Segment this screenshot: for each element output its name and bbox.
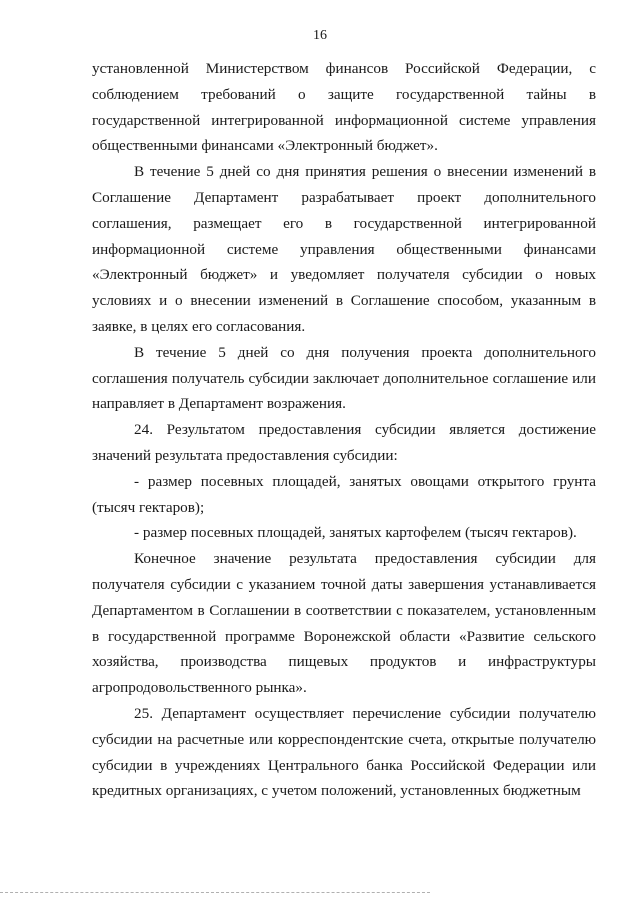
paragraph-section-24: 24. Результатом предоставления субсидии является достижение значений результата предоставления субсидии: <box>92 421 596 464</box>
list-item-potato-area: - размер посевных площадей, занятых картофелем (тысяч гектаров). <box>134 524 577 542</box>
paragraph-continuation: установленной Министерством финансов Российской Федерации, с соблюдением требований о защите государственной тайны в государственной интегрированной информационной системе управления общественными финансами «Электронный бюджет». <box>92 60 596 155</box>
paragraph-final-value: Конечное значение результата предоставления субсидии для получателя субсидии с указанием точной даты завершения устанавливается Департаментом в Соглашении в соответствии с показателем, установленным в государственной программе Воронежской области «Развитие сельского хозяйства, производства пищевых продуктов и инфраструктуры агропродовольственного рынка». <box>92 550 596 697</box>
scan-edge-line <box>0 892 430 893</box>
page-number: 16 <box>313 28 327 43</box>
list-item-vegetables-area: - размер посевных площадей, занятых овощами открытого грунта (тысяч гектаров); <box>92 472 596 516</box>
paragraph-agreement-signing: В течение 5 дней со дня получения проекта дополнительного соглашения получатель субсидии заключает дополнительное соглашение или направляет в Департамент возражения. <box>92 343 596 413</box>
paragraph-amendment-procedure: В течение 5 дней со дня принятия решения о внесении изменений в Соглашение Департамент разрабатывает проект дополнительного соглашения, размещает его в государственной интегрированной информационной системе управления общественными финансами «Электронный бюджет» и уведомляет получателя субсидии о новых условиях и о внесении изменений в Соглашение способом, указанным в заявке, в целях его согласования. <box>92 163 596 335</box>
paragraph-section-25: 25. Департамент осуществляет перечисление субсидии получателю субсидии на расчетные или корреспондентские счета, открытые получателю субсидии в учреждениях Центрального банка Российской Федерации или кредитных организациях, с учетом положений, установленных бюджетным <box>92 704 596 800</box>
document-body <box>92 56 596 804</box>
